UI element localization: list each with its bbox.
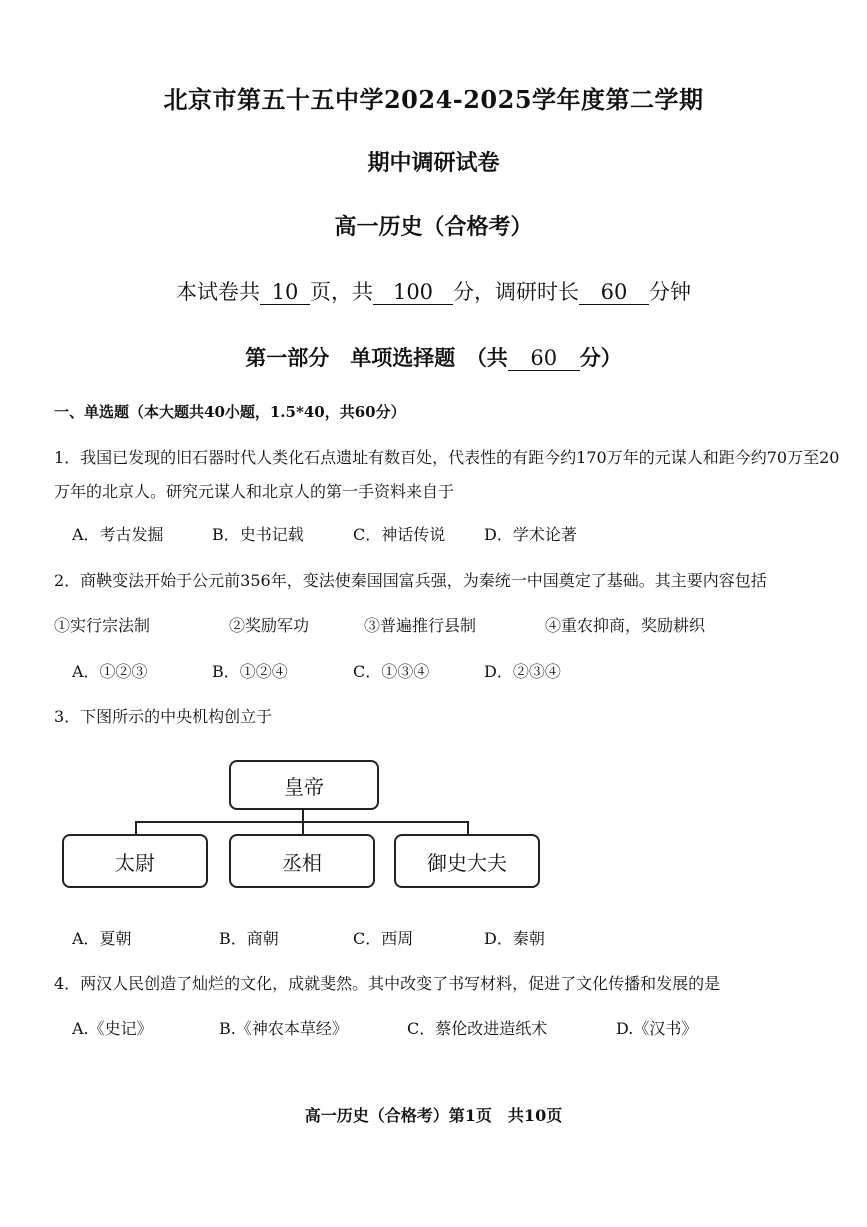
meta-pages: 10 bbox=[260, 281, 310, 305]
q2-option-a: A．①②③ bbox=[72, 662, 148, 681]
diagram-connector-left bbox=[135, 821, 137, 834]
question-2-stem: 2．商鞅变法开始于公元前356年，变法使秦国国富兵强，为秦统一中国奠定了基础。其主要内容包括 bbox=[54, 571, 767, 590]
part1-score: 60 bbox=[508, 347, 580, 371]
part1-post: 分） bbox=[579, 345, 622, 370]
section-heading: 一、单选题（本大题共40小题，1.5*40，共60分） bbox=[54, 403, 406, 421]
diagram-node-taiwei: 太尉 bbox=[62, 834, 208, 888]
q4-option-a: A.《史记》 bbox=[72, 1019, 153, 1038]
q3-option-c: C．西周 bbox=[353, 929, 414, 948]
diagram-connector-center bbox=[302, 821, 304, 834]
diagram-node-emperor: 皇帝 bbox=[229, 760, 379, 810]
meta-post: 分钟 bbox=[649, 280, 691, 304]
q3-option-b: B．商朝 bbox=[219, 929, 279, 948]
diagram-connector-right bbox=[467, 821, 469, 834]
q2-option-b: B．①②④ bbox=[212, 662, 288, 681]
q2-item-2: ②奖励军功 bbox=[229, 616, 310, 635]
q3-option-a: A．夏朝 bbox=[72, 929, 132, 948]
q2-item-1: ①实行宗法制 bbox=[54, 616, 151, 635]
meta-pre: 本试卷共 bbox=[176, 280, 260, 304]
q4-option-d: D.《汉书》 bbox=[616, 1019, 698, 1038]
q1-option-a: A．考古发掘 bbox=[72, 525, 164, 544]
question-1-stem: 1．我国已发现的旧石器时代人类化石点遗址有数百处，代表性的有距今约170万年的元谋人和距今约70万至20万年的北京人。研究元谋人和北京人的第一手资料来自于 bbox=[54, 448, 840, 501]
q1-option-c: C．神话传说 bbox=[353, 525, 446, 544]
meta-time: 60 bbox=[579, 281, 649, 305]
exam-subject: 高一历史（合格考） bbox=[334, 214, 533, 240]
q2-item-3: ③普遍推行县制 bbox=[364, 616, 477, 635]
meta-mid1: 页，共 bbox=[310, 280, 373, 304]
q4-option-c: C．蔡伦改进造纸术 bbox=[407, 1019, 548, 1038]
diagram-node-chengxiang: 丞相 bbox=[229, 834, 375, 888]
q1-option-d: D．学术论著 bbox=[484, 525, 577, 544]
q2-option-c: C．①③④ bbox=[353, 662, 430, 681]
question-4-stem: 4．两汉人民创造了灿烂的文化，成就斐然。其中改变了书写材料，促进了文化传播和发展的是 bbox=[54, 974, 721, 993]
exam-title: 北京市第五十五中学2024-2025学年度第二学期 bbox=[163, 85, 704, 114]
q1-option-b: B．史书记载 bbox=[212, 525, 304, 544]
exam-subtitle: 期中调研试卷 bbox=[367, 150, 500, 176]
q3-option-d: D．秦朝 bbox=[484, 929, 545, 948]
q2-item-4: ④重农抑商，奖励耕织 bbox=[545, 616, 706, 635]
meta-mid2: 分，调研时长 bbox=[453, 280, 579, 304]
part1-heading bbox=[0, 342, 867, 372]
part1-title: 第一部分 单项选择题 （共 bbox=[245, 345, 508, 370]
page-footer: 高一历史（合格考）第1页 共10页 bbox=[304, 1106, 563, 1125]
meta-score: 100 bbox=[373, 281, 453, 305]
exam-meta bbox=[0, 276, 867, 306]
q2-option-d: D．②③④ bbox=[484, 662, 561, 681]
q4-option-b: B.《神农本草经》 bbox=[219, 1019, 348, 1038]
question-3-stem: 3．下图所示的中央机构创立于 bbox=[54, 707, 273, 726]
diagram-connector-vertical bbox=[302, 808, 304, 822]
diagram-node-yushidafu: 御史大夫 bbox=[394, 834, 540, 888]
